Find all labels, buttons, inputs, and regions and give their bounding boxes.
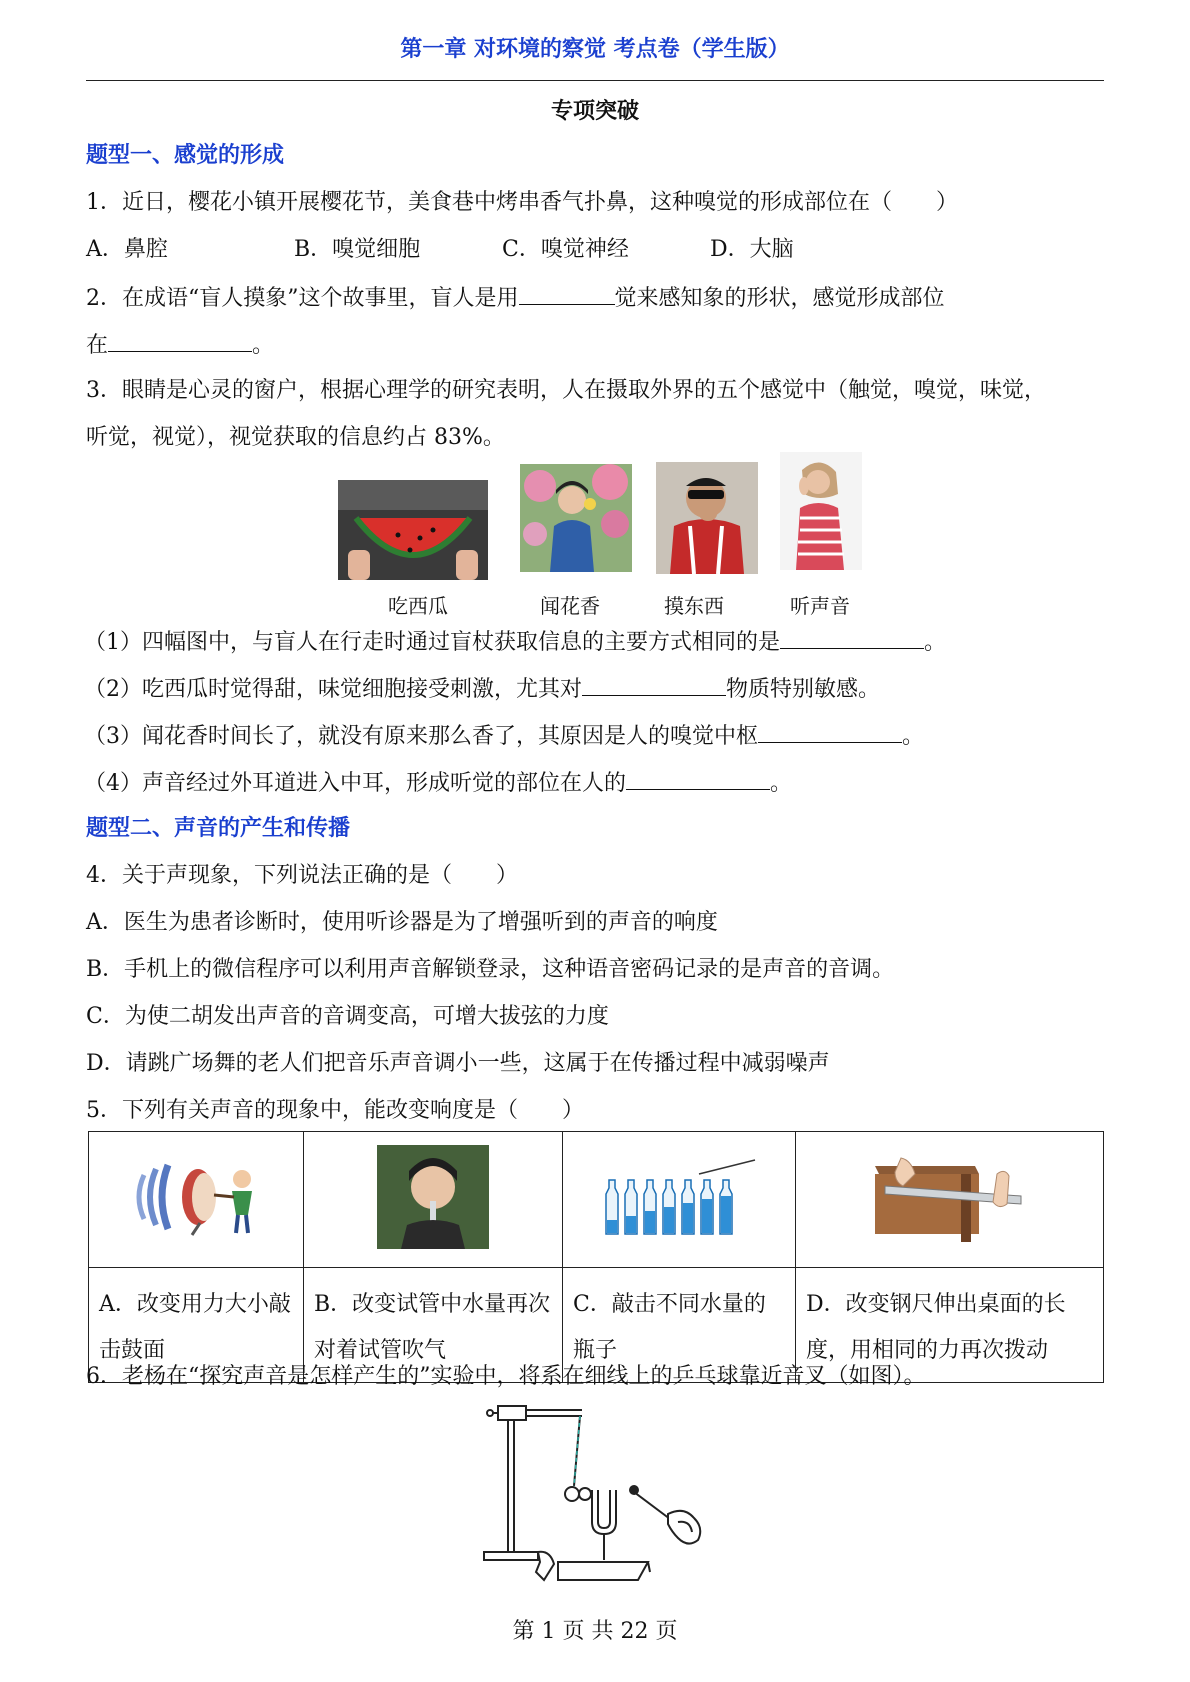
question-1-options bbox=[86, 235, 794, 265]
question-1-stem: 1．近日，樱花小镇开展樱花节，美食巷中烤串香气扑鼻，这种嗅觉的形成部位在（ ） bbox=[86, 190, 959, 215]
question-6-stem: 6．老杨在“探究声音是怎样产生的”实验中，将系在细线上的乒乓球靠近音叉（如图）。 bbox=[86, 1364, 926, 1389]
sub-question-end: 物质特别敏感。 bbox=[726, 677, 881, 702]
question-2-text-a: 2．在成语“盲人摸象”这个故事里，盲人是用 bbox=[86, 286, 519, 311]
document-header: 第一章 对环境的察觉 考点卷（学生版） bbox=[400, 37, 790, 62]
watermelon-photo bbox=[338, 480, 488, 580]
sub-question-text: （4）声音经过外耳道进入中耳，形成听觉的部位在人的 bbox=[84, 771, 626, 796]
water-bottles-icon bbox=[599, 1154, 759, 1240]
question-3-sub-3 bbox=[84, 720, 924, 752]
caption-touching: 摸东西 bbox=[664, 594, 724, 618]
question-3-sub-1 bbox=[84, 626, 946, 658]
option-d: D．请跳广场舞的老人们把音乐声音调小一些，这属于在传播过程中减弱噪声 bbox=[86, 1051, 830, 1076]
question-5-stem: 5．下列有关声音的现象中，能改变响度是（ ） bbox=[86, 1098, 584, 1123]
question-3-line-2: 听觉，视觉），视觉获取的信息约占 83%。 bbox=[86, 425, 505, 450]
sub-question-end: 。 bbox=[902, 724, 925, 749]
sub-question-text: （3）闻花香时间长了，就没有原来那么香了，其原因是人的嗅觉中枢 bbox=[84, 724, 758, 749]
question-2-text-b: 觉来感知象的形状，感觉形成部位 bbox=[614, 286, 945, 311]
header-divider bbox=[86, 80, 1104, 81]
touching-photo bbox=[656, 462, 758, 574]
question-2-line-2 bbox=[86, 329, 274, 361]
answer-blank[interactable] bbox=[108, 329, 252, 352]
image-row bbox=[89, 1132, 1104, 1268]
question-2-text-d: 。 bbox=[252, 333, 275, 358]
tuning-fork-apparatus-diagram bbox=[478, 1402, 714, 1590]
answer-blank[interactable] bbox=[626, 767, 770, 790]
sub-question-text: （1）四幅图中，与盲人在行走时通过盲杖获取信息的主要方式相同的是 bbox=[84, 630, 780, 655]
steel-ruler-table-icon bbox=[875, 1152, 1025, 1242]
option-a-cell: A．改变用力大小敲击鼓面 bbox=[89, 1268, 304, 1383]
smelling-flowers-photo bbox=[520, 464, 632, 572]
option-a: A．医生为患者诊断时，使用听诊器是为了增强听到的声音的响度 bbox=[86, 910, 718, 935]
answer-blank[interactable] bbox=[758, 720, 902, 743]
question-5-table bbox=[88, 1131, 1104, 1383]
option-c-cell: C．敲击不同水量的瓶子 bbox=[563, 1268, 796, 1383]
page-title: 专项突破 bbox=[550, 99, 639, 124]
caption-listening: 听声音 bbox=[790, 594, 850, 618]
answer-blank[interactable] bbox=[582, 673, 726, 696]
question-3-sub-4 bbox=[84, 767, 792, 799]
option-d-cell: D．改变钢尺伸出桌面的长度，用相同的力再次拨动 bbox=[796, 1268, 1104, 1383]
section-title-1: 题型一、感觉的形成 bbox=[86, 143, 285, 168]
question-2-line-1 bbox=[86, 282, 945, 314]
answer-blank[interactable] bbox=[519, 282, 615, 305]
option-c: C．为使二胡发出声音的音调变高，可增大拔弦的力度 bbox=[86, 1004, 609, 1029]
sub-question-text: （2）吃西瓜时觉得甜，味觉细胞接受刺激，尤其对 bbox=[84, 677, 582, 702]
listening-photo bbox=[780, 452, 862, 570]
option-d: D．大脑 bbox=[710, 237, 794, 262]
sense-photos bbox=[338, 470, 878, 620]
question-2-text-c: 在 bbox=[86, 333, 109, 358]
option-c: C．嗅觉神经 bbox=[502, 237, 629, 262]
image-cell-a bbox=[89, 1132, 304, 1268]
question-3-line-1: 3．眼睛是心灵的窗户，根据心理学的研究表明，人在摄取外界的五个感觉中（触觉，嗅觉，味觉， bbox=[86, 378, 1047, 403]
answer-blank[interactable] bbox=[780, 626, 924, 649]
question-3-sub-2 bbox=[84, 673, 880, 705]
question-4-stem: 4．关于声现象，下列说法正确的是（ ） bbox=[86, 863, 518, 888]
drum-icon bbox=[130, 1157, 262, 1237]
page-footer: 第 1 页 共 22 页 bbox=[512, 1619, 678, 1644]
option-b: B．嗅觉细胞 bbox=[294, 237, 421, 262]
blowing-test-tube-photo bbox=[377, 1145, 489, 1249]
option-a: A．鼻腔 bbox=[86, 237, 168, 262]
sub-question-end: 。 bbox=[770, 771, 793, 796]
caption-watermelon: 吃西瓜 bbox=[388, 594, 448, 618]
image-cell-b bbox=[304, 1132, 563, 1268]
caption-flowers: 闻花香 bbox=[540, 594, 600, 618]
image-cell-d bbox=[796, 1132, 1104, 1268]
sub-question-end: 。 bbox=[924, 630, 947, 655]
option-b: B．手机上的微信程序可以利用声音解锁登录，这种语音密码记录的是声音的音调。 bbox=[86, 957, 895, 982]
image-cell-c bbox=[563, 1132, 796, 1268]
section-title-2: 题型二、声音的产生和传播 bbox=[86, 816, 351, 841]
option-b-cell: B．改变试管中水量再次对着试管吹气 bbox=[304, 1268, 563, 1383]
